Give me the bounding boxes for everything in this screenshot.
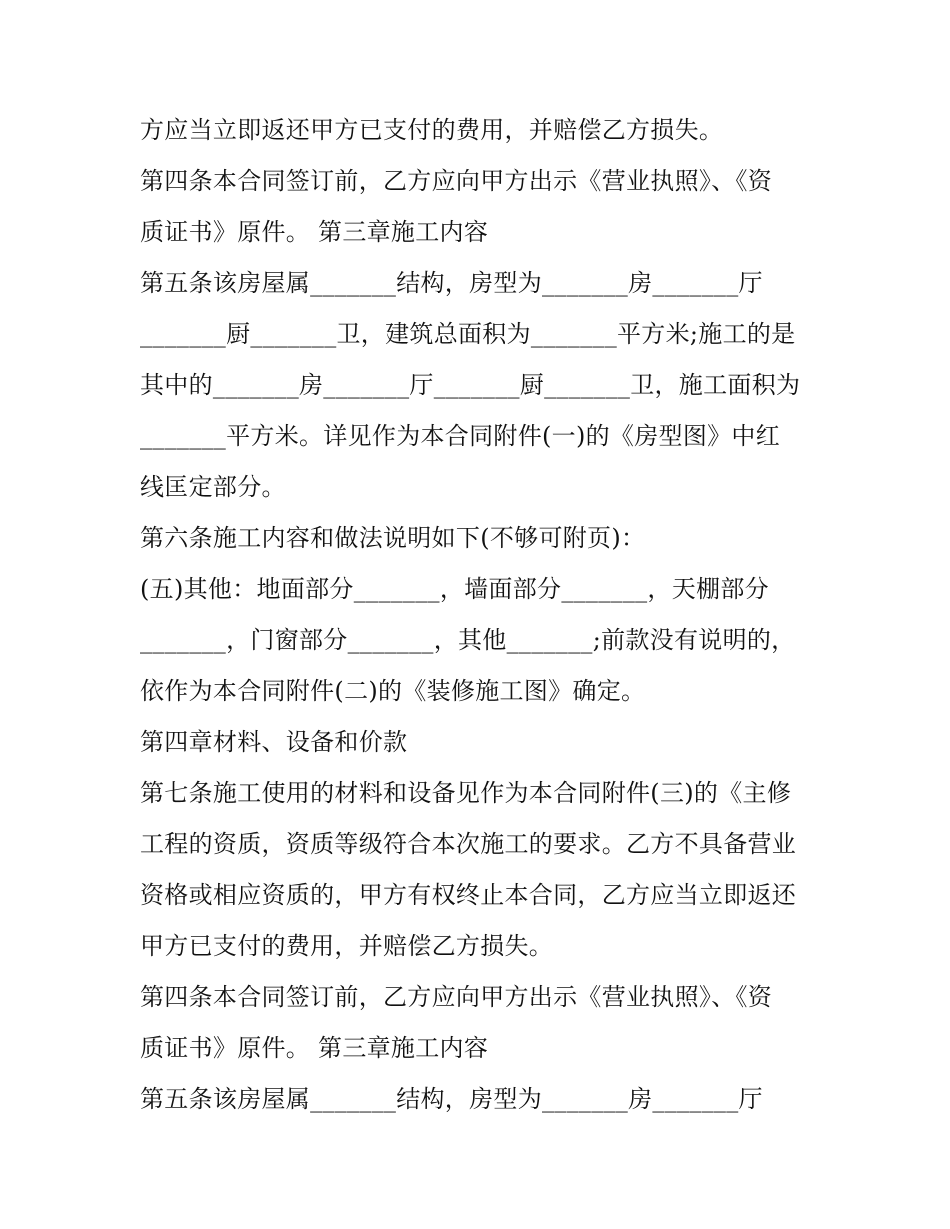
text-line: 方应当立即返还甲方已支付的费用，并赔偿乙方损失。 — [140, 116, 724, 144]
text-line: 质证书》原件。 第三章施工内容 — [140, 218, 489, 246]
contract-text-body — [140, 105, 820, 1125]
text-line: 第五条该房屋属_______结构，房型为_______房_______厅 — [140, 1085, 763, 1113]
text-line: 第五条该房屋属_______结构，房型为_______房_______厅 — [140, 269, 763, 297]
text-line: 工程的资质，资质等级符合本次施工的要求。乙方不具备营业 — [140, 830, 797, 858]
text-line: 第四条本合同签订前，乙方应向甲方出示《营业执照》、《资 — [140, 983, 773, 1011]
text-line: 第七条施工使用的材料和设备见作为本合同附件(三)的《主修 — [140, 779, 792, 807]
text-line: 甲方已支付的费用，并赔偿乙方损失。 — [140, 932, 554, 960]
text-line: (五)其他：地面部分_______，墙面部分_______，天棚部分 — [140, 575, 769, 603]
text-line: 资格或相应资质的，甲方有权终止本合同，乙方应当立即返还 — [140, 881, 797, 909]
text-line: _______厨_______卫，建筑总面积为_______平方米;施工的是 — [140, 320, 796, 348]
text-line: 线匡定部分。 — [140, 473, 286, 501]
text-line: 第四章材料、设备和价款 — [140, 728, 408, 756]
text-line: 第六条施工内容和做法说明如下(不够可附页)： — [140, 524, 646, 552]
text-line: _______，门窗部分_______，其他_______;前款没有说明的， — [140, 626, 796, 654]
text-line: 依作为本合同附件(二)的《装修施工图》确定。 — [140, 677, 646, 705]
text-line: 第四条本合同签订前，乙方应向甲方出示《营业执照》、《资 — [140, 167, 773, 195]
text-line: _______平方米。详见作为本合同附件(一)的《房型图》中红 — [140, 422, 781, 450]
text-line: 其中的_______房_______厅_______厨_______卫，施工面积为 — [140, 371, 801, 399]
text-line: 质证书》原件。 第三章施工内容 — [140, 1034, 489, 1062]
